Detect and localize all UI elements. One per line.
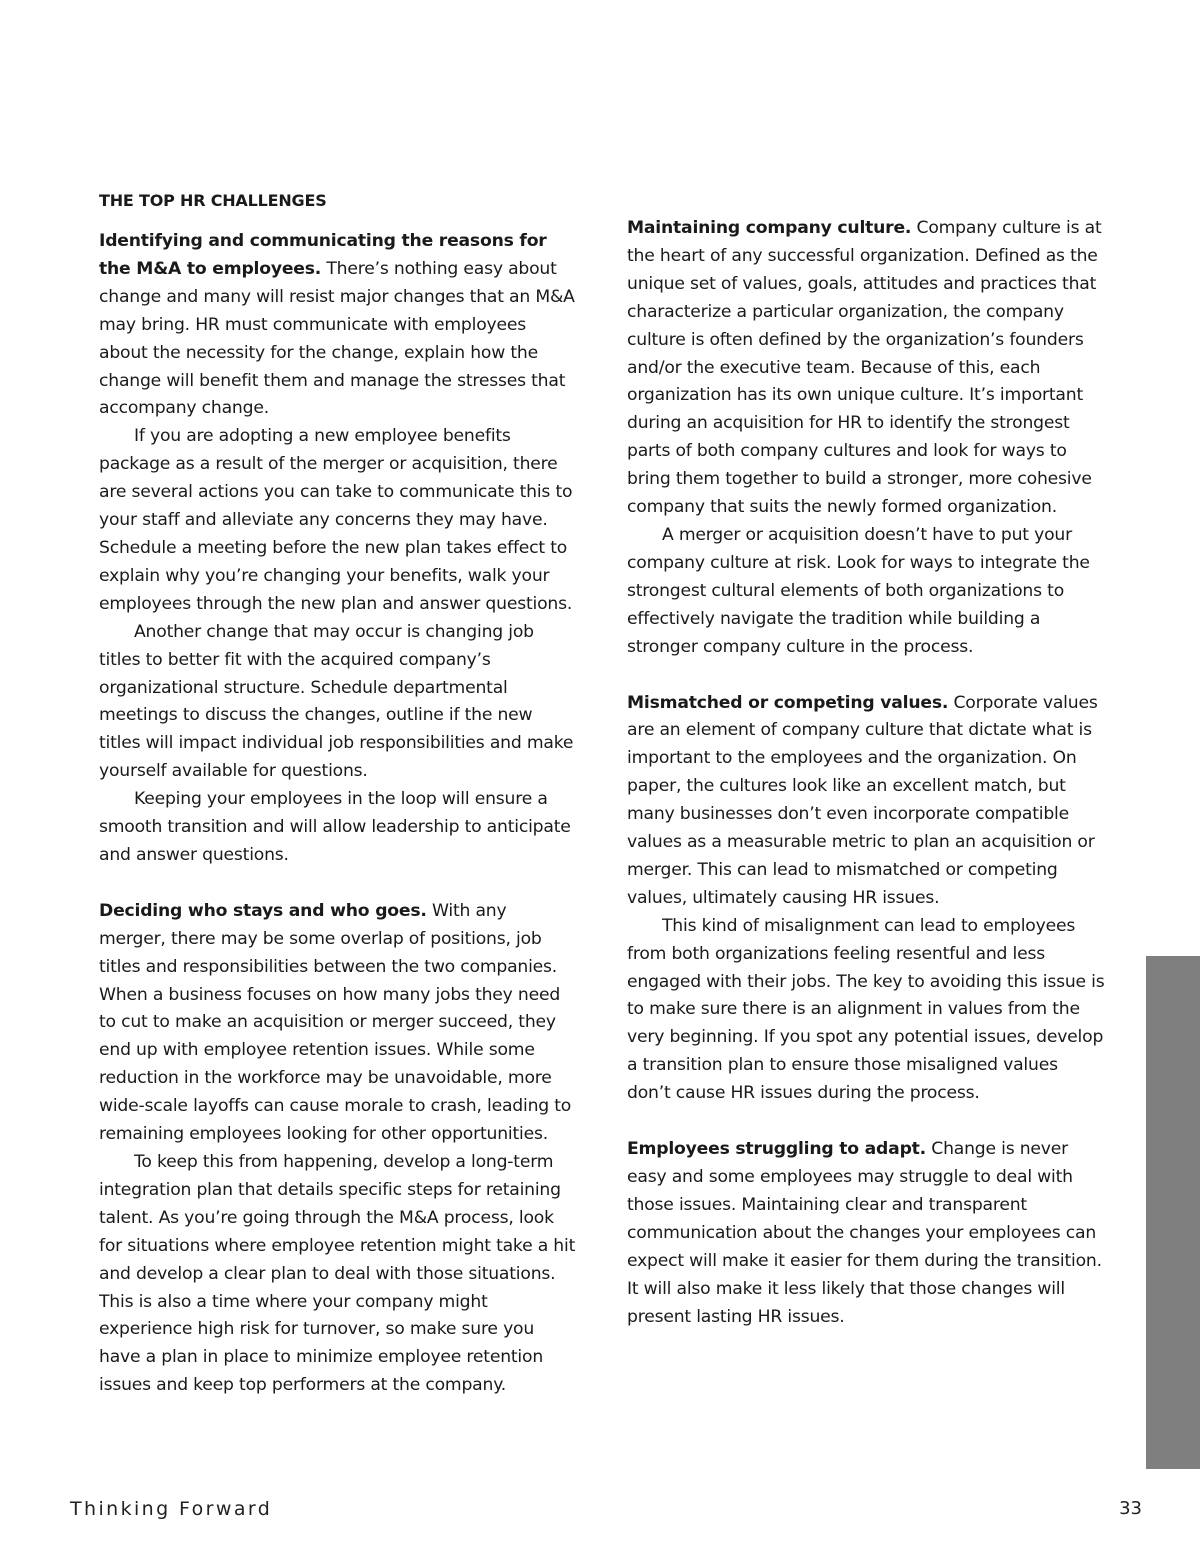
paragraph-lead: Employees struggling to adapt.	[627, 1139, 927, 1160]
paragraph-lead: Mismatched or competing values.	[627, 692, 949, 713]
paragraph-culture-risk: A merger or acquisition doesn’t have to put your company culture at risk. Look for ways to integrate the strongest cultural elements of both organizations to effectively navigate the tradition while building a stronger company culture in the process.	[627, 524, 1090, 657]
paragraph-competing-values	[627, 690, 1105, 913]
paragraph-body: Change is never easy and some employees may struggle to deal with those issues. Maintaining clear and transparent communication about the changes your employees can expect will make it easier for them during the transition. It will also make it less likely that those changes will present lasting HR issues.	[627, 1139, 1102, 1327]
paragraph-body: Company culture is at the heart of any successful organization. Defined as the unique set of values, goals, attitudes and practices that characterize a particular organization, the company culture is often defined by the organization’s founders and/or the executive team. Because of this, each organization has its own unique culture. It’s important during an acquisition for HR to identify the strongest parts of both company cultures and look for ways to bring them together to build a stronger, more cohesive company that suits the newly formed organization.	[627, 218, 1102, 518]
page-number: 33	[1119, 1498, 1142, 1519]
paragraph-who-stays	[99, 898, 577, 1149]
paragraph-body: With any merger, there may be some overlap of positions, job titles and responsibilities between the two companies. When a business focuses on how many jobs they need to cut to make an acquisition or merger succeed, they end up with employee retention issues. While some reduction in the workforce may be unavoidable, more wide-scale layoffs can cause morale to crash, leading to remaining employees looking for other opportunities.	[99, 900, 572, 1145]
paragraph-lead: Maintaining company culture.	[627, 218, 912, 238]
paragraph-benefits-package: If you are adopting a new employee benefits package as a result of the merger or acquisition, there are several actions you can take to communicate this to your staff and alleviate any concerns they may have. Schedule a meeting before the new plan takes effect to explain why you’re changing your benefits, walk your employees through the new plan and answer questions.	[99, 426, 573, 614]
paragraph-lead: Deciding who stays and who goes.	[99, 900, 427, 921]
footer-publication-title: Thinking Forward	[70, 1498, 273, 1520]
paragraph-lead: Identifying and communicating the reasons for the M&A to employees.	[99, 231, 547, 279]
left-column	[99, 188, 577, 1400]
paragraph-keep-in-loop: Keeping your employees in the loop will ensure a smooth transition and will allow leadership to anticipate and answer questions.	[99, 789, 571, 865]
paragraph-company-culture	[627, 215, 1105, 522]
side-tab-marker	[1146, 956, 1200, 1469]
right-column	[627, 215, 1105, 1331]
paragraph-job-titles: Another change that may occur is changing job titles to better fit with the acquired company’s organizational structure. Schedule departmental meetings to discuss the changes, outline if the new titles will impact individual job responsibilities and make yourself available for questions.	[99, 621, 574, 782]
paragraph-body: Corporate values are an element of company culture that dictate what is important to the employees and the organization. On paper, the cultures look like an excellent match, but many businesses don’t even incorporate compatible values as a measurable metric to plan an acquisition or merger. This can lead to mismatched or competing values, ultimately causing HR issues.	[627, 692, 1098, 908]
paragraph-struggling-to-adapt	[627, 1136, 1105, 1331]
paragraph-misalignment: This kind of misalignment can lead to employees from both organizations feeling resentful and less engaged with their jobs. The key to avoiding this issue is to make sure there is an alignment in values from the very beginning. If you spot any potential issues, develop a transition plan to ensure those misaligned values don’t cause HR issues during the process.	[627, 915, 1105, 1104]
paragraph-integration-plan: To keep this from happening, develop a long-term integration plan that details specific steps for retaining talent. As you’re going through the M&A process, look for situations where employee retention might take a hit and develop a clear plan to deal with those situations. This is also a time where your company might experience high risk for turnover, so make sure you have a plan in place to minimize employee retention issues and keep top performers at the company.	[99, 1152, 576, 1396]
paragraph-communicating-reasons	[99, 228, 577, 423]
paragraph-body: There’s nothing easy about change and many will resist major changes that an M&A may bring. HR must communicate with employees about the necessity for the change, explain how the change will benefit them and manage the stresses that accompany change.	[99, 258, 575, 419]
section-heading: THE TOP HR CHALLENGES	[99, 191, 327, 210]
